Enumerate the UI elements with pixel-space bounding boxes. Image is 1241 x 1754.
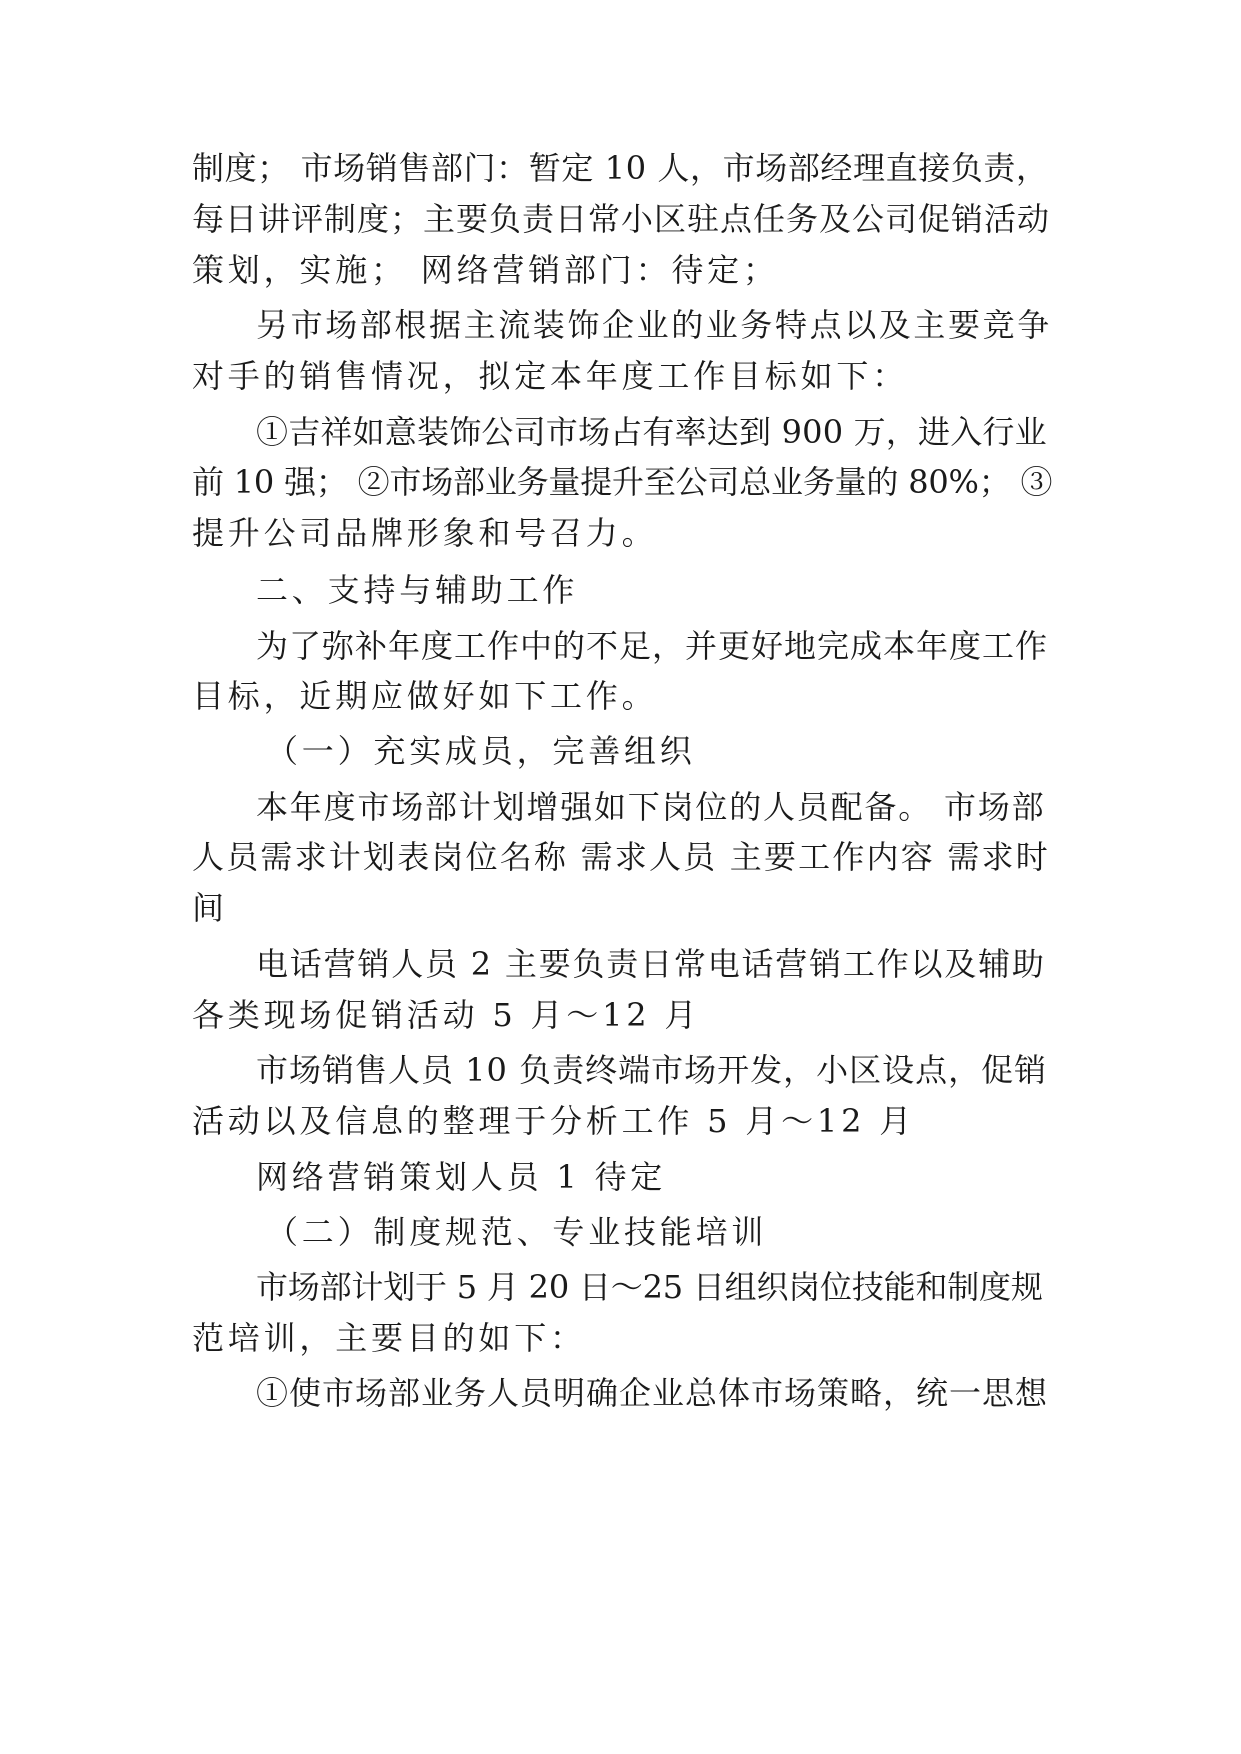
text-line: 市场销售人员 10 负责终端市场开发，小区设点，促销 [256, 1051, 1048, 1089]
text-line: 制度； 市场销售部门：暂定 10 人，市场部经理直接负责， [192, 149, 1049, 187]
text-line: 策划，实施； 网络营销部门：待定； [192, 251, 779, 289]
text-line: 目标，近期应做好如下工作。 [192, 677, 658, 715]
text-line: 市场部计划于 5 月 20 日～25 日组织岗位技能和制度规 [256, 1268, 1043, 1306]
text-line: 活动以及信息的整理于分析工作 5 月～12 月 [192, 1102, 915, 1140]
text-line: 为了弥补年度工作中的不足，并更好地完成本年度工作 [256, 627, 1049, 665]
text-line: 前 10 强； ②市场部业务量提升至公司总业务量的 80%； ③ [192, 463, 1053, 501]
text-line: 对手的销售情况，拟定本年度工作目标如下： [192, 357, 909, 395]
text-line: ①吉祥如意装饰公司市场占有率达到 900 万，进入行业 [256, 413, 1047, 451]
text-line: 每日讲评制度；主要负责日常小区驻点任务及公司促销活动 [192, 200, 1051, 238]
text-line: ①使市场部业务人员明确企业总体市场策略，统一思想 [256, 1374, 1049, 1412]
text-line: 本年度市场部计划增强如下岗位的人员配备。 市场部 [256, 788, 1046, 826]
text-line: 网络营销策划人员 1 待定 [256, 1158, 667, 1196]
section-heading: 二、支持与辅助工作 [256, 571, 579, 609]
text-line: 电话营销人员 2 主要负责日常电话营销工作以及辅助 [256, 945, 1046, 983]
text-line: 间 [192, 889, 228, 927]
text-line: 范培训，主要目的如下： [192, 1319, 586, 1357]
text-line: 另市场部根据主流装饰企业的业务特点以及主要竞争 [256, 306, 1052, 344]
text-line: 人员需求计划表岗位名称 需求人员 主要工作内容 需求时 [192, 838, 1050, 876]
subsection-heading: （一）充实成员，完善组织 [266, 732, 696, 770]
text-line: 提升公司品牌形象和号召力。 [192, 514, 658, 552]
subsection-heading: （二）制度规范、专业技能培训 [266, 1213, 768, 1251]
text-line: 各类现场促销活动 5 月～12 月 [192, 996, 701, 1034]
